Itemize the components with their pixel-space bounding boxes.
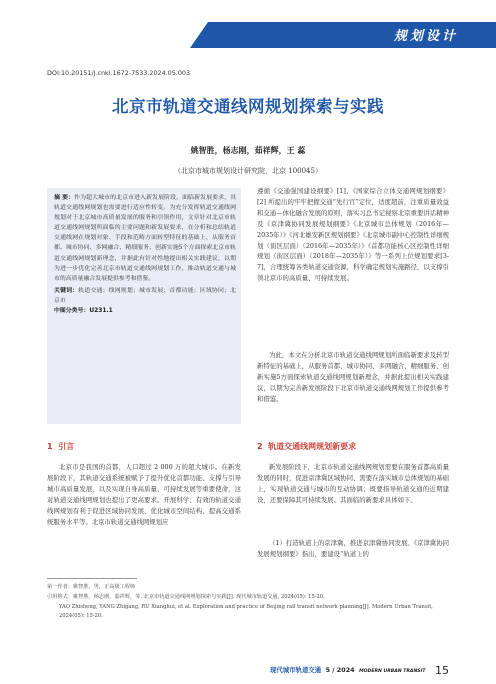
clc	[54, 306, 236, 316]
section-1-title: 引言	[58, 442, 75, 451]
section-2-title: 轨道交通线网规划新要求	[268, 442, 357, 451]
footer-journal	[270, 665, 425, 674]
page-number: 15	[435, 664, 449, 677]
clc-value: U231.1	[89, 308, 113, 315]
right-col-paragraph-1: 遵循《交通强国建设纲要》[1]、《国家综合立体交通网规划纲要》[2] 所提出的牢牢把握交通“先行官”定位，适度超前，注重质量效益和交通—体化融合发展的原则，落实习总书记视察北京重要讲话精神及《京津冀协同发展规划纲要》《北京城市总体规划（2016年—2035年）》《河北雄安新区规划纲要》《北京城市副中心控制性详细规划（街区层面）（2016年—2035年）》《首都功能核心区控制性详细规划（街区层面）（2018年—2035年）》等一系列上位规划要求[3-7]，合理统筹各类轨道交通资源，科学确定规划实施路径，以支撑引领北京市的高质量、可持续发展。	[257, 187, 449, 283]
section-2-heading	[257, 441, 356, 452]
footnote-author: 第一作者：姚智胜，男，正高级工程师	[47, 584, 136, 590]
footnote-citation-en: YAO Zhisheng, YANG Zhigang, RU Xianghui, et al. Exploration and practice of Beijing rail transit network planning[J]. Modern Urban Transit, 2024(05): 15-20.	[59, 604, 433, 619]
intro-paragraph: 北京市是我国的首都，人口超过 2 000 万的超大城市。在新发展阶段下，其轨道交通系统被赋予了提升优化首都功能、支撑与引导城市高质量发展，以及实现自身高质量、可持续发展等重要使命，这对轨道交通线网规划也提出了更高要求。开展科学、有效的轨道交通线网规划有利于促进区域协同发展、优化城市空间结构、提高交通系统服务水平等。北京市轨道交通线网规划应	[47, 463, 241, 526]
section-label: 规划设计	[393, 29, 458, 44]
abstract-label: 摘 要：	[54, 195, 75, 201]
article-title: 北京市轨道交通线网规划探索与实践	[112, 97, 384, 116]
footer-issue: 5 / 2024	[325, 666, 355, 674]
abstract-text: 作为超大城市的北京市进入新发展阶段，面临新发展要求，其轨道交通线网规划也需要进行适应性转变。为充分发挥轨道交通线网规划对于北京城市高质量发展的服务和引领作用，文章针对北京市轨道交通线网规划所面临的主要问题和新发展要求，在分析和总结轨道交通线网在规划对象、手段和范畴方面转型特征的基础上，从服务首都、城市协同、多网融合、精细服务、创新实施5个方面探索北京市轨道交通线网规划新理念，并据此有针对性地提出相关实践建议，以期为进一步优化完善北京市轨道交通线网规划工作、推动轨道交通与城市的高质量融合发展提供参考和借鉴。	[54, 195, 236, 282]
doi[interactable]: DOI:10.20151/j.cnki.1672-7533.2024.05.003	[47, 69, 191, 77]
footnote-citation-cn: 引用格式：姚智胜，杨志刚，茹祥辉，等. 北京市轨道交通线网规划探索与实践[J]. 现代城市轨道交通, 2024(05): 15-20.	[47, 594, 325, 600]
keywords	[54, 286, 236, 306]
footer-journal-name: 现代城市轨道交通	[270, 666, 322, 674]
keywords-label: 关键词：	[54, 287, 79, 294]
section-2-paragraph-1: 新发展阶段下，北京市轨道交通线网规划需要在服务首都高质量发展的同时，促进京津冀区域协同、需要在落实城市总体规划的基础上，实现轨道交通与城市的互动协调；既要指导轨道交通的近期建设，还要保障其可持续发展。其面临的新要求具体如下。	[257, 463, 449, 504]
right-col-paragraph-2: 为此，本文在分析北京市轨道交通线网规划所面临新要求及转型新特征的基础上，从服务首都、城市协同、多网融合、精细服务、创新实施5方面探索轨道交通线网规划新理念，并据此提出相关实践建议，以期为完善新发展阶段下北京市轨道交通线网规划工作提供参考和借鉴。	[257, 351, 449, 403]
section-1-number: 1	[47, 442, 53, 451]
footer-journal-en: MODERN URBAN TRANSIT	[359, 669, 426, 674]
abstract	[54, 193, 236, 316]
section-1-heading	[47, 441, 74, 452]
footnote-divider	[47, 578, 137, 579]
keywords-text: 轨道交通；线网规划；城市发展；首都功能；区域协同；北京市	[54, 287, 237, 304]
section-2-number: 2	[257, 442, 263, 451]
affiliation: （北京市城市规划设计研究院，北京 100045）	[174, 167, 322, 175]
authors: 姚智胜，杨志刚，茹祥辉，王 蕊	[190, 146, 306, 155]
clc-label: 中图分类号：	[54, 308, 90, 315]
section-2-paragraph-2: （1）打造轨道上的京津冀，推进京津冀协同发展。《京津冀协同发展规划纲要》指出，要建设“轨道上的	[257, 539, 449, 558]
